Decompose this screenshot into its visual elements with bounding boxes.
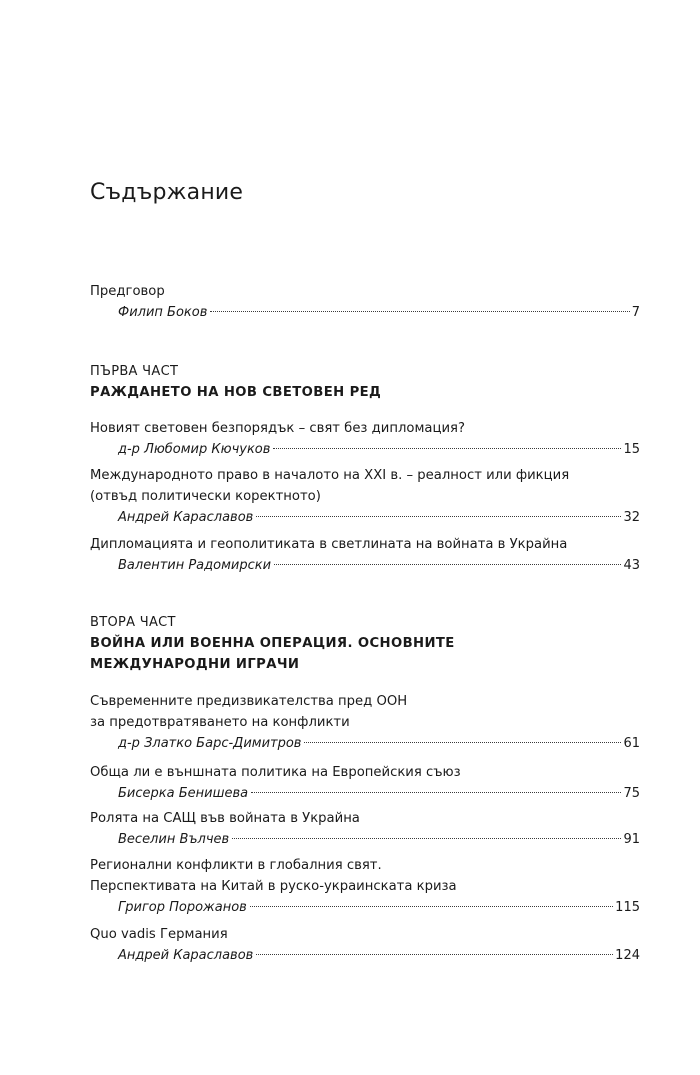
dot-leader <box>273 448 621 449</box>
toc-entry[interactable] <box>90 465 640 528</box>
entry-title: Предговор <box>90 284 165 299</box>
toc-entry[interactable] <box>90 534 640 576</box>
part-one-header <box>90 361 640 403</box>
entry-page-number: 91 <box>623 832 640 847</box>
toc-entry[interactable] <box>90 762 640 804</box>
entry-title-continuation: (отвъд политически коректното) <box>90 489 321 504</box>
part-title-continuation: МЕЖДУНАРОДНИ ИГРАЧИ <box>90 657 300 672</box>
toc-entry[interactable] <box>90 855 640 918</box>
entry-author-row <box>90 829 640 850</box>
entry-author: Андрей Караславов <box>118 948 254 963</box>
entry-author: Валентин Радомирски <box>118 558 272 573</box>
entry-author: Филип Боков <box>118 305 208 320</box>
entry-author: Андрей Караславов <box>118 510 254 525</box>
entry-title: Съвременните предизвикателства пред ООН <box>90 694 408 709</box>
dot-leader <box>256 954 613 955</box>
entry-page-number: 7 <box>631 305 640 320</box>
entry-title: Quo vadis Германия <box>90 927 228 942</box>
part-label: ВТОРА ЧАСТ <box>90 615 176 630</box>
dot-leader <box>304 742 621 743</box>
part-title: РАЖДАНЕТО НА НОВ СВЕТОВЕН РЕД <box>90 385 382 400</box>
entry-author-row <box>90 783 640 804</box>
entry-author: Веселин Вълчев <box>118 832 230 847</box>
entry-author-row <box>90 302 640 323</box>
dot-leader <box>210 311 629 312</box>
entry-title: Международното право в началото на XXI в. – реалност или фикция <box>90 468 570 483</box>
part-label: ПЪРВА ЧАСТ <box>90 364 179 379</box>
entry-author-row <box>90 507 640 528</box>
toc-entry[interactable] <box>90 691 640 754</box>
entry-page-number: 43 <box>623 558 640 573</box>
entry-page-number: 32 <box>623 510 640 525</box>
toc-entry[interactable] <box>90 418 640 460</box>
part-two-header <box>90 612 640 675</box>
toc-entry-preface[interactable] <box>90 281 640 323</box>
entry-author: д-р Любомир Кючуков <box>118 442 271 457</box>
toc-heading: Съдържание <box>90 180 244 205</box>
entry-page-number: 115 <box>615 900 640 915</box>
entry-author-row <box>90 439 640 460</box>
dot-leader <box>232 838 621 839</box>
entry-author-row <box>90 733 640 754</box>
part-title: ВОЙНА ИЛИ ВОЕННА ОПЕРАЦИЯ. ОСНОВНИТЕ <box>90 636 455 651</box>
entry-author: Григор Порожанов <box>118 900 247 915</box>
entry-author: д-р Златко Барс-Димитров <box>118 736 302 751</box>
dot-leader <box>256 516 621 517</box>
entry-title-continuation: Перспективата на Китай в руско-украинската криза <box>90 879 457 894</box>
entry-title-continuation: за предотвратяването на конфликти <box>90 715 350 730</box>
entry-title: Регионални конфликти в глобалния свят. <box>90 858 382 873</box>
entry-title: Обща ли е външната политика на Европейския съюз <box>90 765 461 780</box>
entry-title: Дипломацията и геополитиката в светлината на войната в Украйна <box>90 537 568 552</box>
entry-page-number: 61 <box>623 736 640 751</box>
toc-entry[interactable] <box>90 808 640 850</box>
entry-title: Новият световен безпорядък – свят без дипломация? <box>90 421 465 436</box>
entry-page-number: 75 <box>623 786 640 801</box>
entry-author: Бисерка Бенишева <box>118 786 249 801</box>
toc-entry[interactable] <box>90 924 640 966</box>
dot-leader <box>251 792 621 793</box>
entry-title: Ролята на САЩ във войната в Украйна <box>90 811 360 826</box>
entry-author-row <box>90 897 640 918</box>
entry-author-row <box>90 555 640 576</box>
entry-page-number: 15 <box>623 442 640 457</box>
dot-leader <box>250 906 613 907</box>
dot-leader <box>274 564 621 565</box>
entry-author-row <box>90 945 640 966</box>
entry-page-number: 124 <box>615 948 640 963</box>
